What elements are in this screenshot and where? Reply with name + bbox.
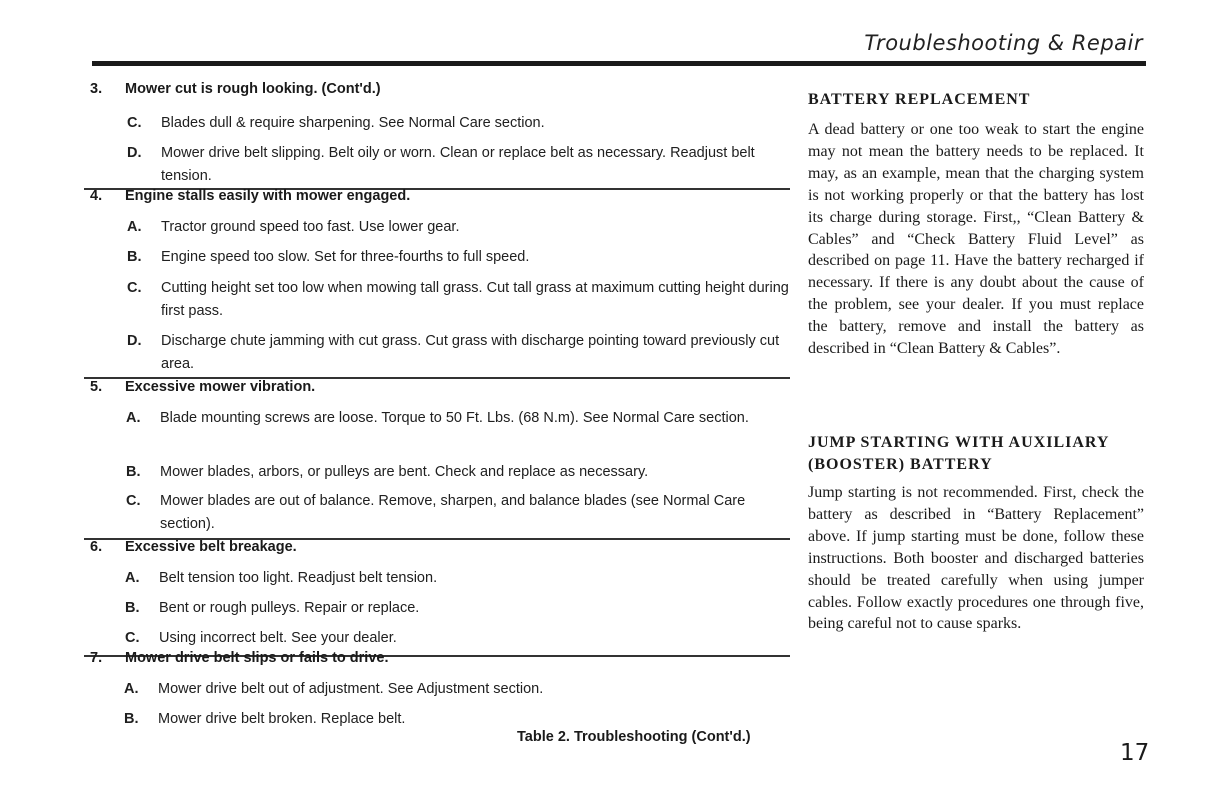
problem-4-item-b <box>127 246 801 269</box>
item-letter: B. <box>125 600 140 616</box>
problem-title: Mower drive belt slips or fails to drive. <box>125 650 389 666</box>
page-header-title: Troubleshooting & Repair <box>864 31 1143 55</box>
item-text: Mower drive belt slipping. Belt oily or worn. Clean or replace belt as necessary. Readjust belt tension. <box>161 145 755 184</box>
item-letter: C. <box>125 630 140 646</box>
page-number: 17 <box>1120 740 1150 766</box>
item-letter: C. <box>126 493 141 509</box>
item-text: Blade mounting screws are loose. Torque to 50 Ft. Lbs. (68 N.m). See Normal Care section. <box>160 410 749 426</box>
item-letter: C. <box>127 115 142 131</box>
item-letter: B. <box>124 711 139 727</box>
item-text: Cutting height set too low when mowing tall grass. Cut tall grass at maximum cutting height during first pass. <box>161 280 789 319</box>
problem-6-item-b <box>125 597 799 620</box>
section-body: Jump starting is not recommended. First, check the battery as described in “Battery Replacement” above. If jump starting must be done, follow these instructions. Both booster and discharged batteries should be treated carefully when using jumper cables. Follow exactly procedures one through five, being careful not to cause sparks. <box>808 484 1144 633</box>
item-letter: A. <box>127 219 142 235</box>
problem-number: 7. <box>90 650 103 666</box>
section-heading: JUMP STARTING WITH AUXILIARY (BOOSTER) BATTERY <box>808 434 1109 473</box>
problem-6-item-c <box>125 627 799 650</box>
battery-replacement-section <box>808 89 1144 360</box>
item-letter: A. <box>124 681 139 697</box>
problem-5-item-b <box>126 461 800 484</box>
problem-number: 6. <box>90 539 103 555</box>
item-text: Mower drive belt broken. Replace belt. <box>158 711 406 727</box>
problem-title: Mower cut is rough looking. (Cont'd.) <box>125 81 381 97</box>
problem-4-item-d <box>127 330 801 376</box>
section-heading: BATTERY REPLACEMENT <box>808 91 1031 108</box>
item-text: Engine speed too slow. Set for three-fourths to full speed. <box>161 249 530 265</box>
item-text: Mower blades are out of balance. Remove, sharpen, and balance blades (see Normal Care section). <box>160 493 746 532</box>
table-caption: Table 2. Troubleshooting (Cont'd.) <box>517 729 751 745</box>
item-letter: B. <box>126 464 141 480</box>
problem-4-item-c <box>127 277 801 323</box>
problem-3-item-c <box>127 112 801 135</box>
problem-7-item-a <box>124 678 798 701</box>
item-text: Tractor ground speed too fast. Use lower gear. <box>161 219 460 235</box>
problem-5-item-c <box>126 490 800 536</box>
item-text: Mower blades, arbors, or pulleys are bent. Check and replace as necessary. <box>160 464 649 480</box>
problem-7-item-b <box>124 708 798 731</box>
problem-number: 3. <box>90 81 103 97</box>
jump-starting-section <box>808 432 1144 635</box>
problem-title: Excessive mower vibration. <box>125 379 316 395</box>
item-text: Belt tension too light. Readjust belt tension. <box>159 570 438 586</box>
problem-4-item-a <box>127 216 801 239</box>
item-letter: C. <box>127 280 142 296</box>
item-text: Discharge chute jamming with cut grass. Cut grass with discharge pointing toward previously cut area. <box>161 333 780 372</box>
problem-title: Excessive belt breakage. <box>125 539 297 555</box>
problem-3-item-d <box>127 142 801 188</box>
item-letter: A. <box>126 410 141 426</box>
item-text: Blades dull & require sharpening. See Normal Care section. <box>161 115 545 131</box>
item-letter: A. <box>125 570 140 586</box>
problem-number: 4. <box>90 188 103 204</box>
item-text: Using incorrect belt. See your dealer. <box>159 630 397 646</box>
item-text: Bent or rough pulleys. Repair or replace. <box>159 600 420 616</box>
item-letter: D. <box>127 145 142 161</box>
problem-6-item-a <box>125 567 799 590</box>
problem-5-item-a <box>126 407 800 430</box>
problem-title: Engine stalls easily with mower engaged. <box>125 188 411 204</box>
item-text: Mower drive belt out of adjustment. See Adjustment section. <box>158 681 544 697</box>
problem-number: 5. <box>90 379 103 395</box>
item-letter: B. <box>127 249 142 265</box>
section-body: A dead battery or one too weak to start the engine may not mean the battery needs to be replaced. It may, as an example, mean that the charging system is not working properly or that the battery has lost its charge during storage. First,, “Clean Battery & Cables” and “Check Battery Fluid Level” as described on page 11. Have the battery recharged if necessary. If there is any doubt about the cause of the problem, see your dealer. If you must replace the battery, remove and install the battery as described in “Clean Battery & Cables”. <box>808 121 1144 358</box>
item-letter: D. <box>127 333 142 349</box>
